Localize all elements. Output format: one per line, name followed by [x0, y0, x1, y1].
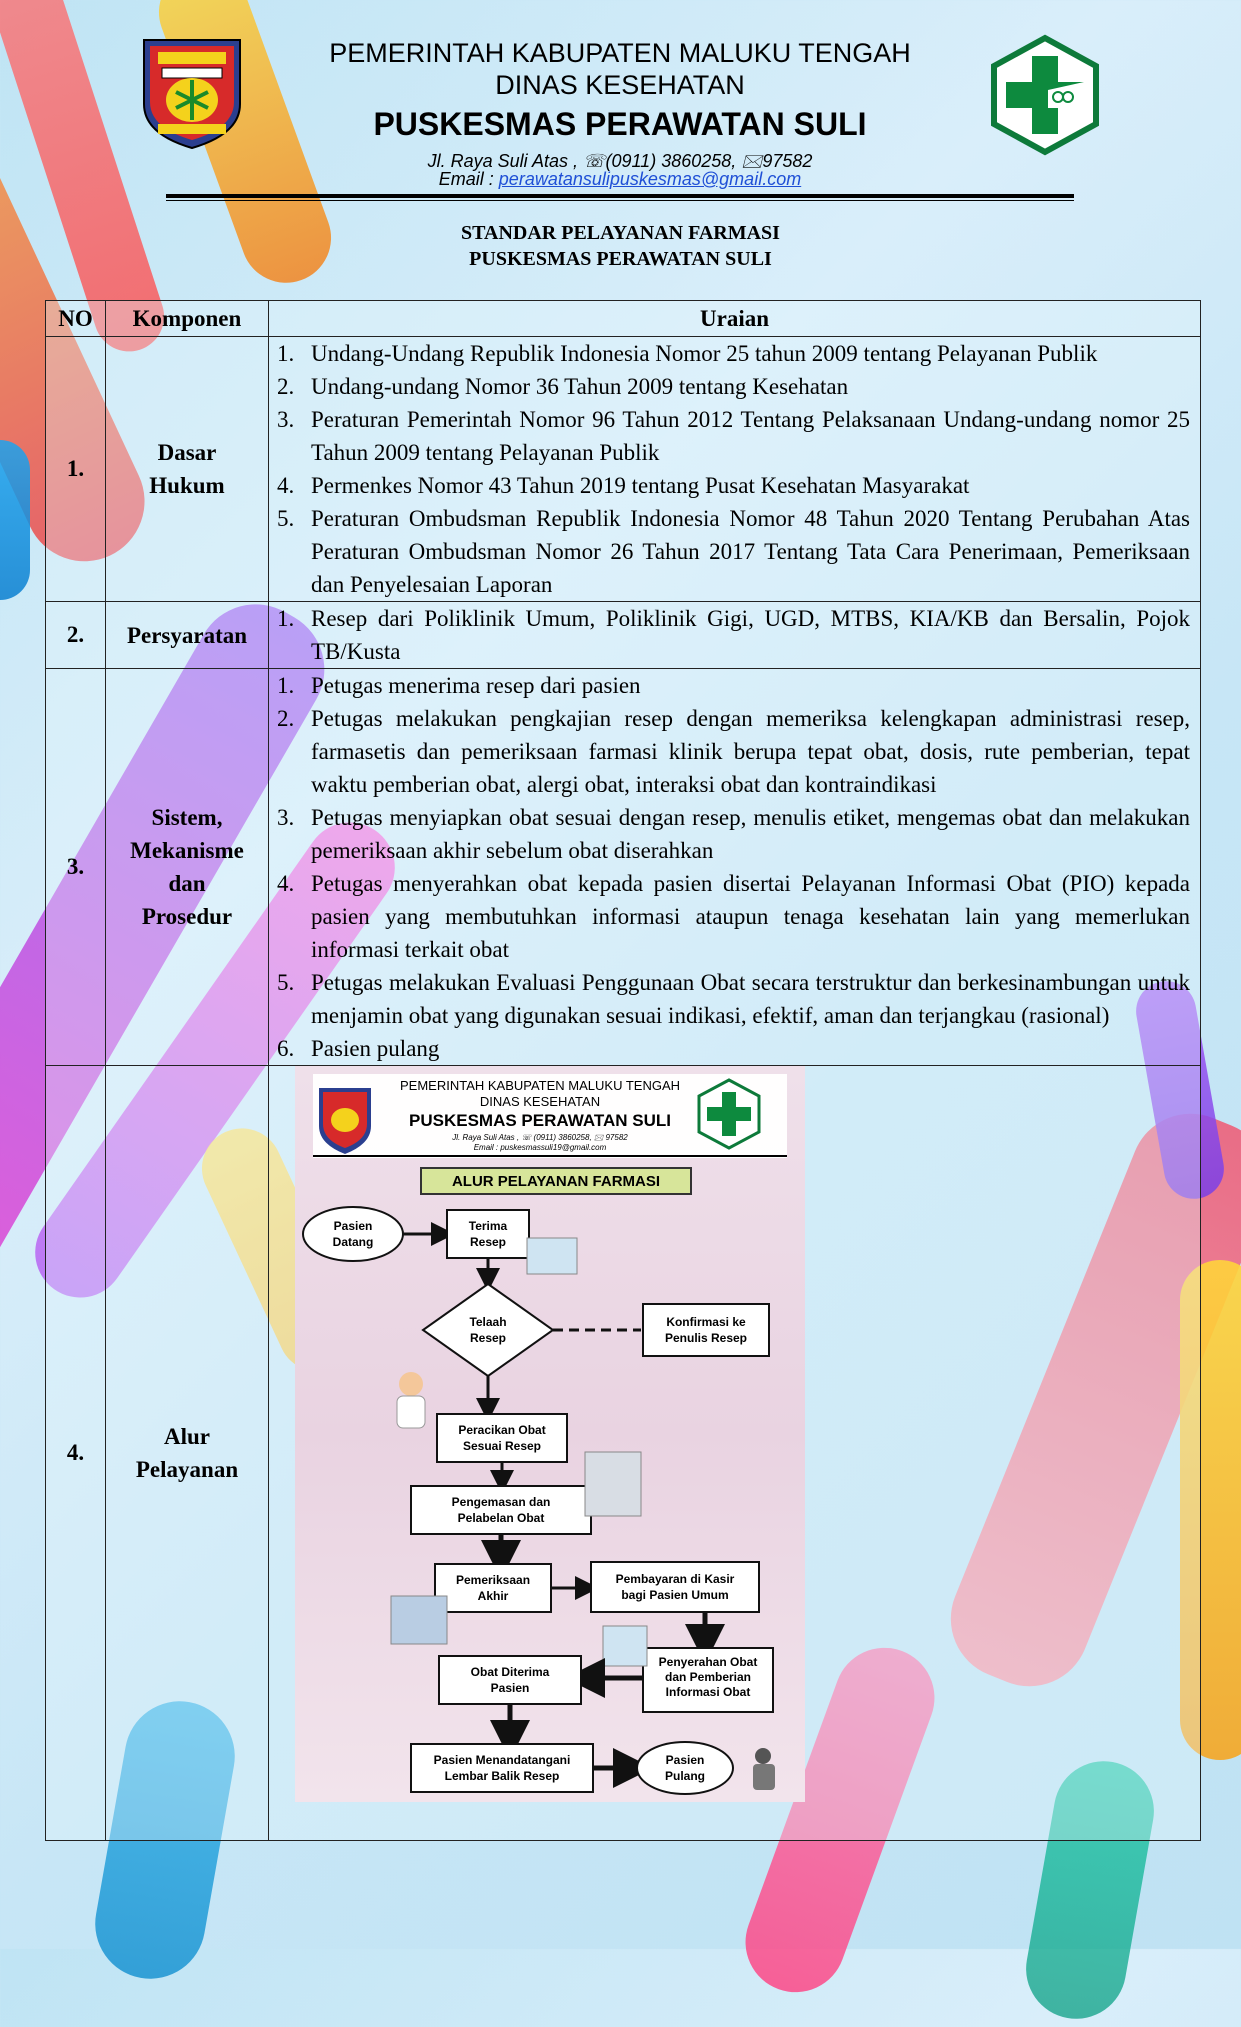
- node-label: dan Pemberian: [664, 1670, 752, 1684]
- puskesmas-logo: [988, 34, 1102, 156]
- table-row: [46, 337, 1201, 602]
- flowchart-title: ALUR PELAYANAN FARMASI: [451, 1173, 661, 1190]
- list-item: 4. Permenkes Nomor 43 Tahun 2019 tentang Pusat Kesehatan Masyarakat: [277, 473, 970, 498]
- row-description: [269, 337, 1201, 602]
- list-item: 5. Peraturan Ombudsman Republik Indonesia Nomor 48 Tahun 2020 Tentang Perubahan Atas Peraturan Ombudsman Nomor 26 Tahun 2017 Tentang Tata Cara Penerimaan, Pemeriksaan dan Penyelesaian Laporan: [277, 506, 1190, 597]
- table-row: [46, 602, 1201, 669]
- list-item: 1. Undang-Undang Republik Indonesia Nomor 25 tahun 2009 tentang Pelayanan Publik: [277, 341, 1098, 366]
- node-label: Resep: [469, 1331, 507, 1345]
- row-component: [106, 602, 269, 669]
- letterhead-department: DINAS KESEHATAN: [495, 70, 745, 100]
- letterhead-email-line: [250, 169, 990, 190]
- component-line: Alur: [164, 1424, 210, 1449]
- flowchart-header-address: Jl. Raya Suli Atas , ☏ (0911) 3860258, 🖂 97582: [452, 1133, 628, 1142]
- table-row: [46, 669, 1201, 1066]
- pharmacy-service-flowchart: [295, 1066, 805, 1802]
- flowchart-header-email: Email : puskesmassuli19@gmail.com: [473, 1143, 607, 1152]
- list-item: 2. Undang-undang Nomor 36 Tahun 2009 tentang Kesehatan: [277, 374, 849, 399]
- letterhead-divider: [166, 194, 1074, 198]
- node-label: Peracikan Obat: [458, 1423, 546, 1437]
- component-line: Persyaratan: [126, 622, 248, 648]
- node-label: Pembayaran di Kasir: [615, 1572, 735, 1586]
- node-pengemasan: [411, 1486, 591, 1534]
- list-item: 1. Resep dari Poliklinik Umum, Poliklinik Gigi, UGD, MTBS, KIA/KB dan Bersalin, Pojok TB/Kusta: [277, 606, 1190, 664]
- email-link[interactable]: perawatansulipuskesmas@gmail.com: [498, 169, 802, 189]
- node-obat-diterima: [439, 1656, 581, 1704]
- component-line: Sistem,: [151, 805, 223, 830]
- row-number: 3.: [46, 669, 106, 1066]
- pharmacist-illustration-icon: [397, 1372, 425, 1428]
- table-row: [46, 1066, 1201, 1841]
- node-label: Pasien: [333, 1219, 373, 1233]
- node-label: Telaah: [469, 1315, 507, 1329]
- node-konfirmasi: [643, 1304, 769, 1356]
- row-number: 2.: [46, 602, 106, 669]
- row-component: [106, 337, 269, 602]
- list-item: 4. Petugas menyerahkan obat kepada pasien disertai Pelayanan Informasi Obat (PIO) kepada pasien yang membutuhkan informasi ataupun tenaga kesehatan lain yang memerlukan informasi terkait obat: [277, 871, 1190, 962]
- service-standard-table: [45, 300, 1201, 1841]
- node-terima-resep: [447, 1210, 529, 1258]
- row-description: [269, 669, 1201, 1066]
- letterhead-institution: PUSKESMAS PERAWATAN SULI: [373, 106, 867, 142]
- node-label: bagi Pasien Umum: [621, 1588, 729, 1602]
- letterhead-address: Jl. Raya Suli Atas , ☏(0911) 3860258, 🖂97582: [427, 151, 813, 171]
- node-label: Obat Diterima: [470, 1665, 550, 1679]
- flowchart-header-line1: PEMERINTAH KABUPATEN MALUKU TENGAH: [399, 1078, 681, 1093]
- component-line: Hukum: [149, 473, 225, 498]
- list-item: 1. Petugas menerima resep dari pasien: [277, 673, 641, 698]
- node-label: Informasi Obat: [665, 1685, 751, 1699]
- node-pasien-pulang: [637, 1742, 733, 1794]
- header-komponen: Komponen: [106, 301, 269, 337]
- component-line: Dasar: [157, 440, 217, 465]
- row-description: [269, 1066, 1201, 1841]
- row-number: 1.: [46, 337, 106, 602]
- node-label: Pengemasan dan: [451, 1495, 551, 1509]
- node-label: Pasien Menandatangani: [433, 1753, 571, 1767]
- component-line: Pelayanan: [135, 1457, 239, 1482]
- list-item: 6. Pasien pulang: [277, 1036, 440, 1061]
- list-item: 3. Peraturan Pemerintah Nomor 96 Tahun 2012 Tentang Pelaksanaan Undang-undang nomor 25 Tahun 2009 tentang Pelayanan Publik: [277, 407, 1190, 465]
- list-item: 3. Petugas menyiapkan obat sesuai dengan resep, menulis etiket, mengemas obat dan melakukan pemeriksaan akhir sebelum obat diserahkan: [277, 805, 1190, 863]
- node-label: Resep: [469, 1235, 507, 1249]
- mini-puskesmas-logo-icon: [699, 1080, 759, 1148]
- node-pembayaran: [591, 1562, 759, 1612]
- reception-illustration-icon: [527, 1238, 577, 1274]
- inspection-illustration-icon: [391, 1596, 447, 1644]
- document-subtitle: PUSKESMAS PERAWATAN SULI: [469, 248, 772, 270]
- component-line: dan: [168, 871, 206, 896]
- flowchart-header-line2: DINAS KESEHATAN: [479, 1094, 601, 1109]
- node-peracikan: [437, 1414, 567, 1462]
- table-header-row: [46, 301, 1201, 337]
- row-component: [106, 669, 269, 1066]
- node-label: Lembar Balik Resep: [444, 1769, 560, 1783]
- list-item: 5. Petugas melakukan Evaluasi Penggunaan Obat secara terstruktur dan berkesinambungan untuk menjamin obat yang digunakan sesuai indikasi, efektif, aman dan terjangkau (rasional): [277, 970, 1190, 1028]
- node-label: Pasien: [665, 1753, 705, 1767]
- row-component: [106, 1066, 269, 1841]
- row-number: 4.: [46, 1066, 106, 1841]
- letterhead-divider-thin: [166, 200, 1074, 201]
- node-label: Datang: [332, 1235, 374, 1249]
- handover-illustration-icon: [603, 1626, 647, 1666]
- component-line: Mekanisme: [130, 838, 244, 863]
- row-description: [269, 602, 1201, 669]
- node-label: Pemeriksaan: [455, 1573, 531, 1587]
- document-title: STANDAR PELAYANAN FARMASI: [461, 222, 780, 244]
- component-line: Prosedur: [141, 904, 233, 929]
- flowchart-header-line3: PUSKESMAS PERAWATAN SULI: [409, 1111, 671, 1130]
- node-label: Penulis Resep: [664, 1331, 748, 1345]
- node-label: Konfirmasi ke: [666, 1315, 746, 1329]
- packaging-illustration-icon: [585, 1452, 641, 1516]
- header-no: NO: [46, 301, 106, 337]
- node-label: Akhir: [477, 1589, 509, 1603]
- node-label: Pelabelan Obat: [457, 1511, 545, 1525]
- header-uraian: Uraian: [269, 301, 1201, 337]
- node-tanda-tangan: [411, 1744, 593, 1792]
- node-label: Pasien: [490, 1681, 530, 1695]
- list-item: 2. Petugas melakukan pengkajian resep dengan memeriksa kelengkapan administrasi resep, farmasetis dan pemeriksaan farmasi klinik berupa tepat obat, dosis, rute pemberian, tepat waktu pemberian obat, alergi obat, interaksi obat dan kontraindikasi: [277, 706, 1190, 797]
- node-label: Penyerahan Obat: [658, 1655, 758, 1669]
- node-label: Pulang: [664, 1769, 706, 1783]
- node-label: Sesuai Resep: [462, 1439, 542, 1453]
- letterhead-government: PEMERINTAH KABUPATEN MALUKU TENGAH: [329, 38, 911, 68]
- email-label: Email :: [438, 169, 499, 189]
- node-pasien-datang: [303, 1207, 403, 1261]
- node-pemeriksaan-akhir: [435, 1564, 551, 1612]
- node-label: Terima: [468, 1219, 508, 1233]
- regency-emblem-logo: [136, 34, 248, 150]
